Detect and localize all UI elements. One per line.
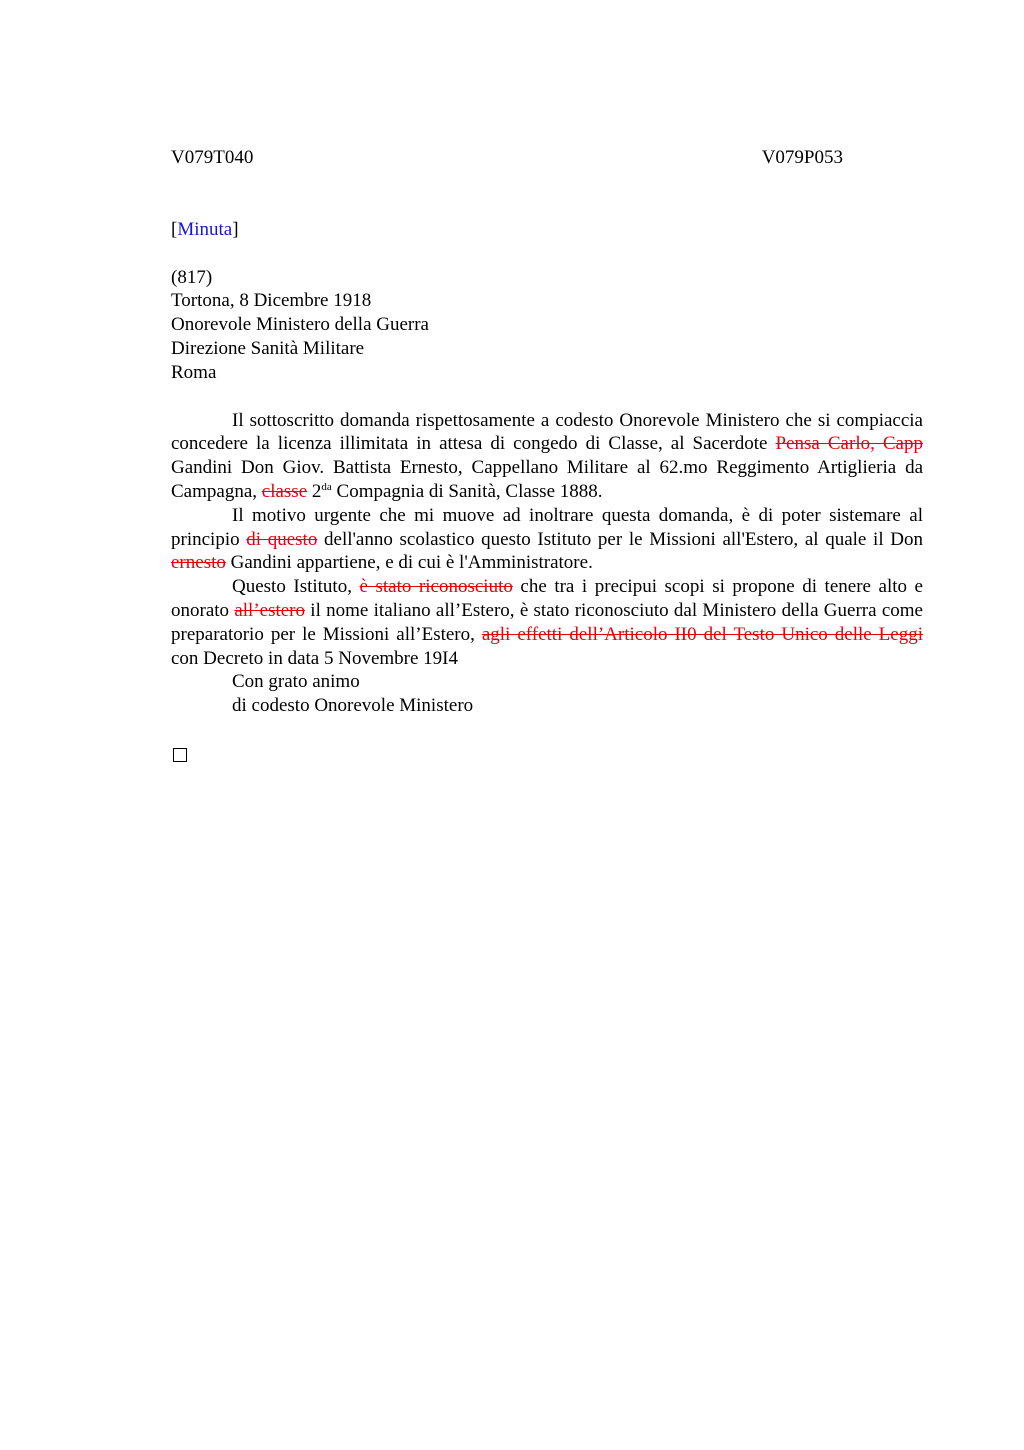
right-archive-code: V079P053: [761, 147, 843, 168]
paragraph-3-text-4: con Decreto in data 5 Novembre 19I4: [171, 647, 459, 669]
closing-line-1: Con grato animo: [232, 671, 360, 693]
ordinal-superscript: da: [321, 480, 332, 493]
paragraph-2-text-1: Il motivo urgente che mi muove ad inoltrare questa domanda, è di poter sistemare al principio: [171, 504, 923, 550]
paragraph-3-text-2: che tra i precipui scopi si propone di tenere alto e onorato: [171, 576, 923, 621]
deleted-text: agli effetti dell’Articolo II0 del Testo Unico delle Leggi: [481, 623, 923, 645]
deleted-text: ernesto: [171, 552, 226, 574]
deleted-text: è stato riconosciuto: [359, 576, 513, 598]
letter-number: (817): [171, 266, 213, 288]
paragraph-3-text-3: il nome italiano all’Estero, è stato riconosciuto dal Ministero della Guerra come preparatorio per le Missioni all’Estero,: [171, 599, 923, 645]
paragraph-2: [171, 504, 923, 575]
paragraph-1-text-3: 2: [307, 480, 322, 502]
paragraph-1-text-2: Gandini Don Giov. Battista Ernesto, Cappellano Militare al 62.mo Reggimento Artiglieria da Campagna,: [171, 457, 923, 502]
paragraph-1: [171, 409, 923, 504]
deleted-text: classe: [261, 480, 308, 502]
document-header: [171, 146, 843, 170]
deleted-text: Pensa Carlo, Capp: [775, 433, 923, 455]
address-block: [171, 266, 931, 385]
recipient: Onorevole Ministero della Guerra: [171, 314, 429, 336]
close-bracket: ]: [232, 218, 239, 240]
minuta-label: Minuta: [177, 218, 233, 240]
paragraph-3-text-1: Questo Istituto,: [232, 576, 360, 598]
deleted-text: all’estero: [234, 599, 306, 621]
deleted-text: di questo: [246, 528, 318, 550]
empty-checkbox-icon: [173, 748, 187, 762]
open-bracket: [: [171, 218, 178, 240]
document-page: [171, 146, 931, 769]
department: Direzione Sanità Militare: [171, 337, 365, 359]
paragraph-2-text-2: dell'anno scolastico questo Istituto per le Missioni all'Estero, al quale il Don: [317, 528, 923, 550]
paragraph-2-text-3: Gandini appartiene, e di cui è l'Amministratore.: [225, 552, 593, 574]
left-archive-code: V079T040: [171, 147, 254, 168]
city: Roma: [171, 361, 217, 383]
closing-line-2: di codesto Onorevole Ministero: [232, 695, 474, 717]
paragraph-1-text-1: Il sottoscritto domanda rispettosamente a codesto Onorevole Ministero che si compiaccia concedere la licenza illimitata in attesa di congedo di Classe, al Sacerdote: [171, 409, 923, 455]
place-date: Tortona, 8 Dicembre 1918: [171, 290, 372, 312]
paragraph-3: [171, 575, 923, 670]
minuta-note: [171, 218, 931, 242]
paragraph-1-text-4: Compagnia di Sanità, Classe 1888.: [331, 480, 603, 502]
